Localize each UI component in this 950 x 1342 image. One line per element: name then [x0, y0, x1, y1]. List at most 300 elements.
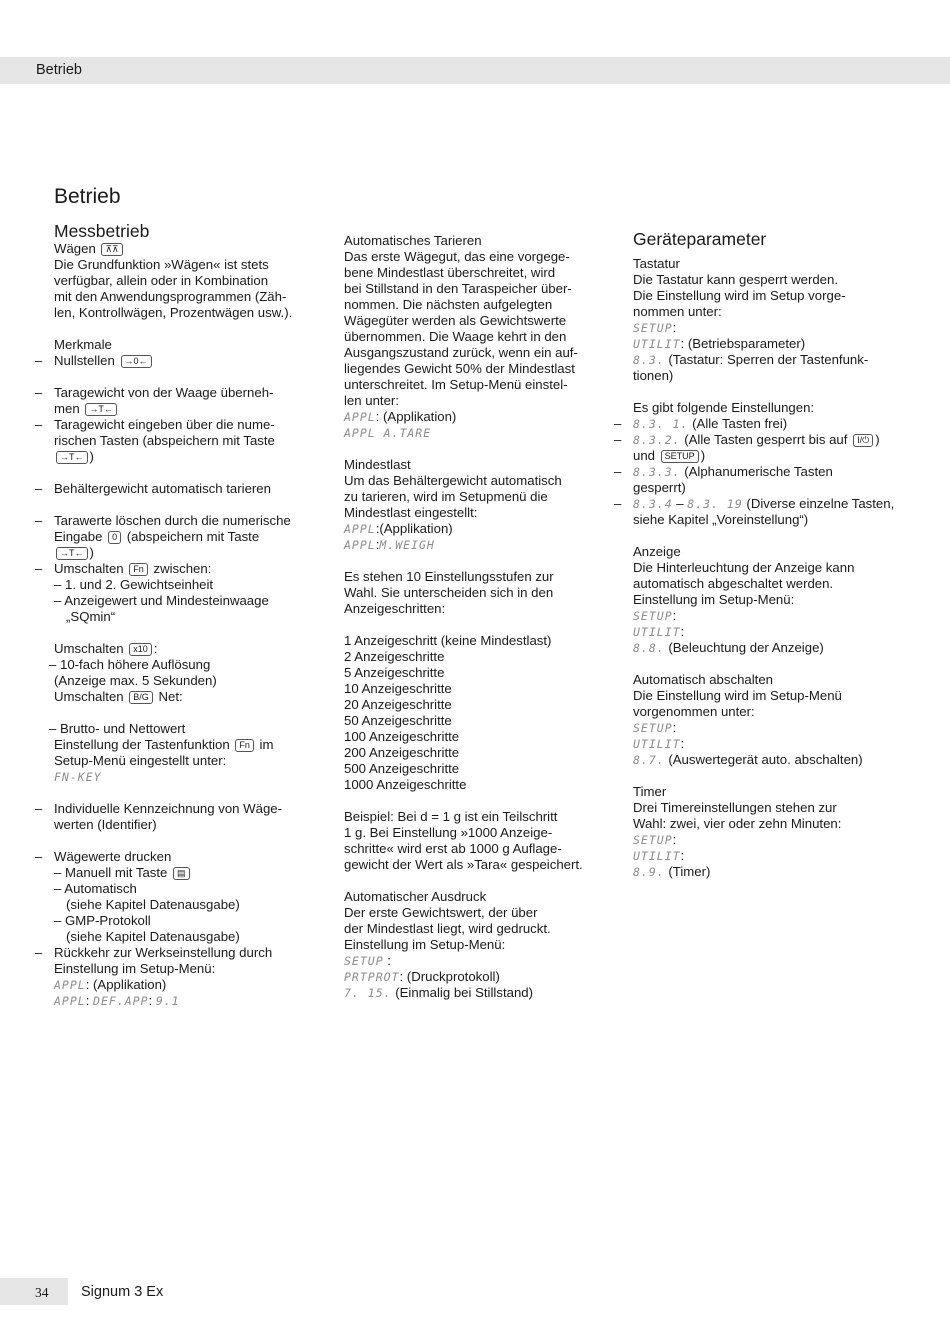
line-text: – Manuell mit Taste: [54, 865, 172, 880]
line-text: unterschreitet. Im Setup-Menü einstel-: [344, 377, 568, 392]
page-title: Betrieb: [54, 185, 121, 208]
text-line: [633, 544, 893, 560]
line-text: 100 Anzeigeschritte: [344, 729, 460, 744]
line-text: Eingabe: [54, 529, 107, 544]
text-line: [54, 609, 299, 625]
text-line: [54, 305, 299, 321]
text-line: [344, 777, 589, 793]
line-text: :: [672, 320, 677, 335]
line-text: (Alle Tasten frei): [688, 416, 788, 431]
line-text: – GMP-Protokoll: [54, 913, 151, 928]
text-line: [344, 409, 589, 425]
line-text: :: [672, 608, 677, 623]
line-text: bene Mindestlast überschreitet, wird: [344, 265, 556, 280]
key-icon: I/⏻: [853, 434, 873, 447]
text-line: [633, 736, 893, 752]
display-code: DEF.APP: [93, 994, 149, 1008]
text-line: [344, 281, 589, 297]
display-code: 9.1: [155, 994, 180, 1008]
key-icon: ▤: [173, 867, 190, 880]
display-code: APPL: [54, 994, 86, 1008]
geraeteparameter-heading: Geräteparameter: [633, 229, 767, 249]
column-left: [49, 241, 299, 1009]
text-line: [633, 560, 893, 576]
text-line: [54, 433, 299, 449]
line-text: Einstellung im Setup-Menü:: [344, 937, 506, 952]
line-text: : (Druckprotokoll): [399, 969, 500, 984]
key-icon: SETUP: [661, 450, 699, 463]
line-text: Einstellung im Setup-Menü:: [54, 961, 216, 976]
display-code: 8.9.: [633, 865, 665, 879]
display-code: SETUP: [633, 721, 673, 735]
section-title: Messbetrieb: [54, 221, 150, 241]
text-line: [54, 401, 299, 417]
line-text: (siehe Kapitel Datenausgabe): [66, 929, 240, 944]
text-line: [633, 608, 893, 624]
blank-line: [54, 497, 299, 513]
line-text: :: [672, 720, 677, 735]
text-line: [344, 953, 589, 969]
text-line: [633, 704, 893, 720]
display-code: APPL: [344, 538, 376, 552]
line-text: len, Kontrollwägen, Prozentwägen usw.).: [54, 305, 293, 320]
text-line: [54, 337, 299, 353]
text-line: [633, 720, 893, 736]
line-text: nommen unter:: [633, 304, 722, 319]
display-code: 8.3. 1.: [633, 417, 689, 431]
line-text: Net:: [154, 689, 183, 704]
line-text: Drei Timereinstellungen stehen zur: [633, 800, 837, 815]
text-line: [633, 640, 893, 656]
blank-line: [54, 369, 299, 385]
line-text: der Mindestlast liegt, wird gedruckt.: [344, 921, 551, 936]
text-line: [344, 937, 589, 953]
text-line: [344, 969, 589, 985]
text-line: [633, 592, 893, 608]
blank-line: [633, 768, 893, 784]
text-line: [633, 864, 893, 880]
display-code: UTILIT: [633, 737, 681, 751]
line-text: men: [54, 401, 84, 416]
text-line: [344, 841, 589, 857]
column-middle: [344, 233, 589, 1001]
line-text: Die Einstellung wird im Setup vorge-: [633, 288, 846, 303]
line-text: Wägewerte drucken: [54, 849, 172, 864]
line-text: nommen. Die nächsten aufgelegten: [344, 297, 553, 312]
text-line: [633, 432, 893, 448]
text-line: [344, 809, 589, 825]
line-text: – Automatisch: [54, 881, 137, 896]
line-text: : (Betriebsparameter): [680, 336, 806, 351]
text-line: [344, 713, 589, 729]
text-line: [344, 425, 589, 441]
text-line: [54, 353, 299, 369]
key-icon: ⊼⊼: [101, 243, 122, 256]
line-text: Es stehen 10 Einstellungsstufen zur: [344, 569, 554, 584]
line-text: :: [680, 848, 685, 863]
display-code: APPL A.TARE: [344, 426, 432, 440]
text-line: [344, 489, 589, 505]
line-text: Nullstellen: [54, 353, 119, 368]
line-text: – 10-fach höhere Auflösung: [49, 657, 211, 672]
line-text: :(Applikation): [375, 521, 453, 536]
key-icon: 0: [108, 531, 121, 544]
line-text: (Alle Tasten gesperrt bis auf: [680, 432, 852, 447]
text-line: [344, 313, 589, 329]
text-line: [344, 985, 589, 1001]
text-line: [633, 464, 893, 480]
text-line: [54, 417, 299, 433]
text-line: [344, 585, 589, 601]
line-text: siehe Kapitel „Voreinstellung“): [633, 512, 809, 527]
text-line: [633, 832, 893, 848]
blank-line: [54, 705, 299, 721]
line-text: (Timer): [664, 864, 711, 879]
key-icon: B/G: [129, 691, 153, 704]
text-line: [54, 289, 299, 305]
line-text: und: [633, 448, 659, 463]
line-text: Die Hinterleuchtung der Anzeige kann: [633, 560, 855, 575]
line-text: ): [89, 449, 94, 464]
line-text: :: [85, 993, 94, 1008]
line-text: Tarawerte löschen durch die numerische: [54, 513, 291, 528]
text-line: [633, 800, 893, 816]
line-text: – Brutto- und Nettowert: [49, 721, 186, 736]
text-line: [633, 848, 893, 864]
blank-line: [54, 833, 299, 849]
text-line: [344, 361, 589, 377]
text-line: [54, 737, 299, 753]
text-line: [633, 576, 893, 592]
line-text: gesperrt): [633, 480, 686, 495]
text-line: [344, 601, 589, 617]
line-text: Beispiel: Bei d = 1 g ist ein Teilschritt: [344, 809, 558, 824]
text-line: [344, 537, 589, 553]
text-line: [54, 577, 299, 593]
text-line: [344, 761, 589, 777]
text-line: [344, 889, 589, 905]
text-line: [54, 801, 299, 817]
text-line: [344, 681, 589, 697]
page-number: 34: [35, 1285, 49, 1300]
line-text: verfügbar, allein oder in Kombination: [54, 273, 269, 288]
line-text: Mindestlast: [344, 457, 411, 472]
line-text: 2 Anzeigeschritte: [344, 649, 445, 664]
text-line: [633, 480, 893, 496]
text-line: [54, 673, 299, 689]
display-code: 8.8.: [633, 641, 665, 655]
text-line: [633, 496, 893, 512]
line-text: Anzeigeschritten:: [344, 601, 446, 616]
text-line: [54, 593, 299, 609]
text-line: [633, 448, 893, 464]
text-line: [54, 849, 299, 865]
text-line: [54, 753, 299, 769]
display-code: 8.3.4: [633, 497, 673, 511]
text-line: [344, 457, 589, 473]
text-line: [54, 961, 299, 977]
display-code: 7. 15.: [344, 986, 392, 1000]
blank-line: [633, 384, 893, 400]
text-line: [633, 752, 893, 768]
text-line: [344, 649, 589, 665]
text-line: [633, 416, 893, 432]
text-line: [633, 512, 893, 528]
line-text: tionen): [633, 368, 674, 383]
line-text: (Diverse einzelne Tasten,: [742, 496, 895, 511]
text-line: [49, 657, 294, 673]
text-line: [54, 273, 299, 289]
text-line: [633, 400, 893, 416]
line-text: len unter:: [344, 393, 399, 408]
text-line: [54, 865, 299, 881]
line-text: Wägegüter werden als Gewichtswerte: [344, 313, 567, 328]
line-text: :: [383, 953, 391, 968]
text-line: [633, 352, 893, 368]
line-text: 1000 Anzeigeschritte: [344, 777, 467, 792]
text-line: [344, 345, 589, 361]
line-text: im: [255, 737, 274, 752]
line-text: Rückkehr zur Werkseinstellung durch: [54, 945, 273, 960]
text-line: [633, 256, 893, 272]
text-line: [54, 385, 299, 401]
display-code: SETUP: [633, 321, 673, 335]
text-line: [344, 473, 589, 489]
text-line: [54, 641, 299, 657]
text-line: [344, 825, 589, 841]
display-code: PRTPROT: [344, 970, 400, 984]
line-text: 500 Anzeigeschritte: [344, 761, 460, 776]
line-text: 50 Anzeigeschritte: [344, 713, 452, 728]
blank-line: [54, 465, 299, 481]
line-text: ): [700, 448, 706, 463]
display-code: SETUP: [344, 954, 384, 968]
line-text: Wägen: [54, 241, 100, 256]
display-code: 8.3.2.: [633, 433, 681, 447]
text-line: [54, 769, 299, 785]
line-text: Taragewicht eingeben über die nume-: [54, 417, 275, 432]
line-text: Ausgangszustand zurück, wenn ein auf-: [344, 345, 578, 360]
line-text: gewicht der Wert als »Tara« gespeichert.: [344, 857, 583, 872]
line-text: Mindestlast eingestellt:: [344, 505, 478, 520]
blank-line: [344, 553, 589, 569]
line-text: 200 Anzeigeschritte: [344, 745, 460, 760]
line-text: Setup-Menü eingestellt unter:: [54, 753, 227, 768]
display-code: FN-KEY: [54, 770, 102, 784]
key-icon: →T←: [56, 547, 88, 560]
line-text: 10 Anzeigeschritte: [344, 681, 452, 696]
text-line: [54, 529, 299, 545]
line-text: 5 Anzeigeschritte: [344, 665, 445, 680]
display-code: APPL: [344, 410, 376, 424]
blank-line: [344, 793, 589, 809]
display-code: APPL: [344, 522, 376, 536]
text-line: [344, 329, 589, 345]
display-code: 8.3.: [633, 353, 665, 367]
display-code: UTILIT: [633, 337, 681, 351]
text-line: [344, 633, 589, 649]
line-text: Um das Behältergewicht automatisch: [344, 473, 562, 488]
line-text: (Anzeige max. 5 Sekunden): [54, 673, 217, 688]
text-line: [49, 721, 294, 737]
line-text: Einstellung im Setup-Menü:: [633, 592, 795, 607]
blank-line: [633, 656, 893, 672]
blank-line: [54, 625, 299, 641]
blank-line: [344, 873, 589, 889]
text-line: [54, 945, 299, 961]
key-icon: x10: [129, 643, 152, 656]
line-text: Merkmale: [54, 337, 112, 352]
text-line: [54, 513, 299, 529]
display-code: M.WEIGH: [379, 538, 435, 552]
display-code: APPL: [54, 978, 86, 992]
line-text: Einstellung der Tastenfunktion: [54, 737, 234, 752]
line-text: vorgenommen unter:: [633, 704, 755, 719]
display-code: SETUP: [633, 609, 673, 623]
blank-line: [344, 441, 589, 457]
line-text: – 1. und 2. Gewichtseinheit: [54, 577, 214, 592]
text-line: [633, 784, 893, 800]
text-line: [633, 272, 893, 288]
line-text: werten (Identifier): [54, 817, 157, 832]
text-line: [54, 689, 299, 705]
line-text: Anzeige: [633, 544, 681, 559]
text-line: [344, 249, 589, 265]
footer-doc-title: Signum 3 Ex: [81, 1284, 164, 1300]
line-text: Timer: [633, 784, 667, 799]
text-line: [633, 288, 893, 304]
blank-line: [633, 528, 893, 544]
text-line: [344, 393, 589, 409]
line-text: Wahl: zwei, vier oder zehn Minuten:: [633, 816, 842, 831]
line-text: Behältergewicht automatisch tarieren: [54, 481, 271, 496]
text-line: [54, 993, 299, 1009]
text-line: [54, 897, 299, 913]
line-text: zu tarieren, wird im Setupmenü die: [344, 489, 548, 504]
text-line: [54, 929, 299, 945]
blank-line: [54, 785, 299, 801]
line-text: –: [672, 496, 688, 511]
line-text: 1 Anzeigeschritt (keine Mindestlast): [344, 633, 552, 648]
line-text: (siehe Kapitel Datenausgabe): [66, 897, 240, 912]
text-line: [344, 233, 589, 249]
column-right-body: [633, 256, 893, 880]
display-code: UTILIT: [633, 625, 681, 639]
display-code: 8.3. 19: [687, 497, 743, 511]
text-line: [54, 545, 299, 561]
text-line: [54, 881, 299, 897]
line-text: Umschalten: [54, 641, 128, 656]
text-line: [54, 241, 299, 257]
display-code: UTILIT: [633, 849, 681, 863]
line-text: bei Stillstand in den Taraspeicher über-: [344, 281, 572, 296]
line-text: (Alphanumerische Tasten: [680, 464, 833, 479]
line-text: :: [375, 537, 380, 552]
blank-line: [54, 321, 299, 337]
line-text: Die Einstellung wird im Setup-Menü: [633, 688, 842, 703]
text-line: [344, 921, 589, 937]
line-text: Der erste Gewichtswert, der über: [344, 905, 538, 920]
display-code: SETUP: [633, 833, 673, 847]
text-line: [344, 857, 589, 873]
text-line: [344, 745, 589, 761]
line-text: schritte« wird erst ab 1000 g Auflage-: [344, 841, 562, 856]
line-text: (Tastatur: Sperren der Tastenfunk-: [664, 352, 869, 367]
line-text: : (Applikation): [85, 977, 167, 992]
line-text: Umschalten: [54, 561, 128, 576]
line-text: Taragewicht von der Waage überneh-: [54, 385, 274, 400]
text-line: [54, 817, 299, 833]
line-text: :: [680, 624, 685, 639]
line-text: Das erste Wägegut, das eine vorgege-: [344, 249, 570, 264]
line-text: :: [672, 832, 677, 847]
line-text: mit den Anwendungsprogrammen (Zäh-: [54, 289, 287, 304]
text-line: [344, 697, 589, 713]
text-line: [54, 481, 299, 497]
line-text: :: [680, 736, 685, 751]
line-text: (Einmalig bei Stillstand): [391, 985, 534, 1000]
text-line: [54, 561, 299, 577]
column-right: [633, 228, 893, 880]
line-text: 20 Anzeigeschritte: [344, 697, 452, 712]
text-line: [633, 624, 893, 640]
line-text: – Anzeigewert und Mindesteinwaage: [54, 593, 269, 608]
line-text: automatisch abgeschaltet werden.: [633, 576, 834, 591]
line-text: Tastatur: [633, 256, 680, 271]
line-text: ): [89, 545, 94, 560]
line-text: Die Tastatur kann gesperrt werden.: [633, 272, 839, 287]
footer-page-box: [0, 1278, 68, 1305]
line-text: Individuelle Kennzeichnung von Wäge-: [54, 801, 282, 816]
line-text: übernommen. Die Waage kehrt in den: [344, 329, 567, 344]
line-text: (Auswertegerät auto. abschalten): [664, 752, 863, 767]
key-icon: →T←: [85, 403, 117, 416]
text-line: [344, 377, 589, 393]
line-text: :: [153, 641, 158, 656]
line-text: :: [148, 993, 156, 1008]
key-icon: Fn: [129, 563, 148, 576]
text-line: [633, 304, 893, 320]
text-line: [54, 449, 299, 465]
line-text: Wahl. Sie unterscheiden sich in den: [344, 585, 554, 600]
line-text: Es gibt folgende Einstellungen:: [633, 400, 815, 415]
text-line: [54, 913, 299, 929]
text-line: [344, 729, 589, 745]
text-line: [633, 688, 893, 704]
text-line: [344, 665, 589, 681]
text-line: [633, 816, 893, 832]
header-bar: [0, 57, 950, 84]
text-line: [633, 336, 893, 352]
line-text: 1 g. Bei Einstellung »1000 Anzeige-: [344, 825, 553, 840]
line-text: ): [875, 432, 880, 447]
line-text: Umschalten: [54, 689, 128, 704]
line-text: Automatischer Ausdruck: [344, 889, 487, 904]
line-text: Automatisch abschalten: [633, 672, 774, 687]
key-icon: →0←: [121, 355, 152, 368]
text-line: [344, 905, 589, 921]
line-text: (abspeichern mit Taste: [123, 529, 260, 544]
line-text: (Beleuchtung der Anzeige): [664, 640, 824, 655]
text-line: [54, 977, 299, 993]
text-line: [344, 505, 589, 521]
text-line: [633, 320, 893, 336]
text-line: [344, 569, 589, 585]
header-section-label: Betrieb: [36, 62, 82, 78]
line-text: Automatisches Tarieren: [344, 233, 482, 248]
text-line: [344, 265, 589, 281]
display-code: 8.7.: [633, 753, 665, 767]
